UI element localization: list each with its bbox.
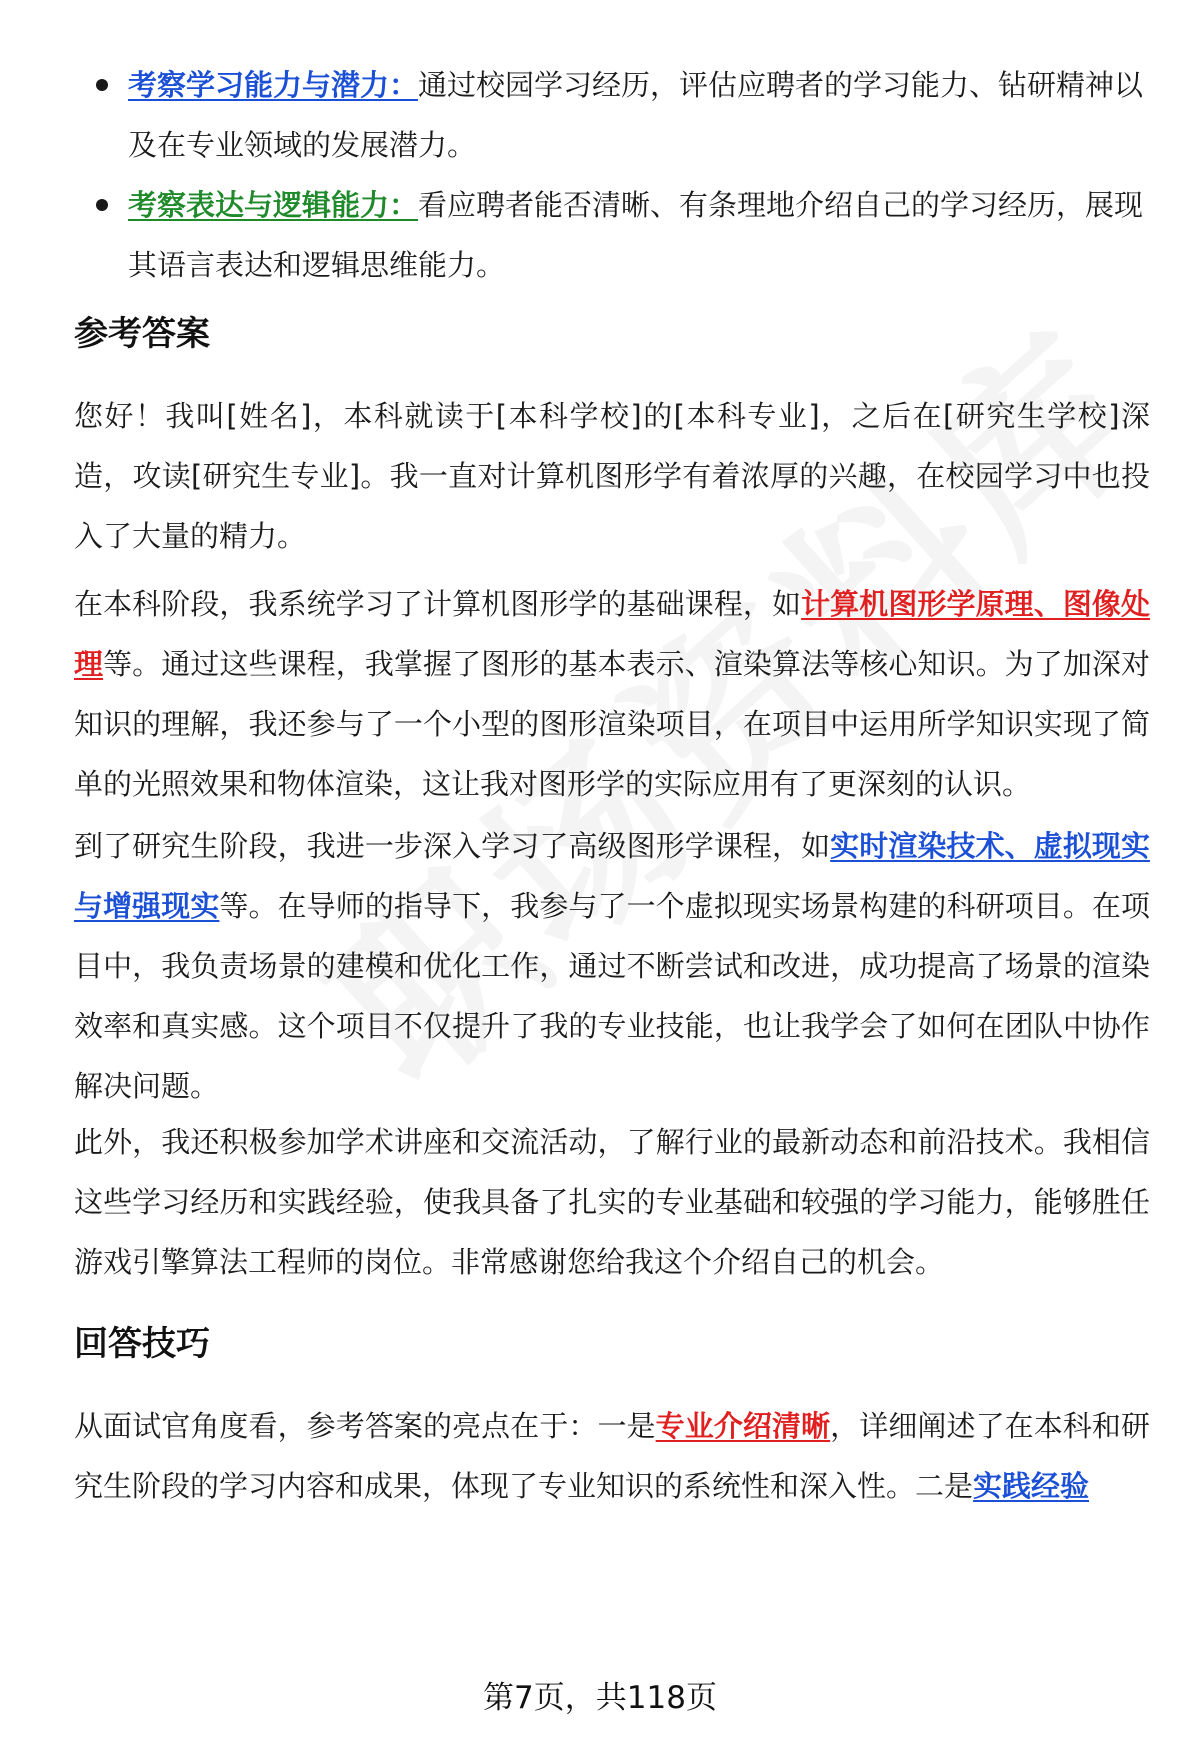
paragraph-text: 从面试官角度看，参考答案的亮点在于：一是: [74, 1409, 656, 1443]
page-number: 第7页，共118页: [483, 1680, 717, 1716]
section-title-answer: 参考答案: [74, 314, 210, 354]
highlight-keyword: 实时渲染技术、虚拟现实与增强现实: [74, 829, 1150, 923]
answer-paragraph-1: 您好！我叫[姓名]，本科就读于[本科学校]的[本科专业]，之后在[研究生学校]深造，攻读[研究生专业]。我一直对计算机图形学有着浓厚的兴趣，在校园学习中也投入了大量的精力。: [74, 399, 1150, 553]
tips-paragraph: [74, 1396, 1150, 1516]
answer-paragraph-2: [74, 574, 1150, 814]
highlight-keyword: 计算机图形学原理、图像处理: [74, 587, 1150, 681]
answer-paragraph-3: [74, 816, 1150, 1116]
paragraph-text: 在本科阶段，我系统学习了计算机图形学的基础课程，如: [74, 587, 802, 621]
bullet-text: 看应聘者能否清晰、有条理地介绍自己的学习经历，展现其语言表达和逻辑思维能力。: [128, 188, 1144, 282]
bullet-keyword: 考察学习能力与潜力：: [128, 68, 419, 102]
bullet-list: [74, 55, 1154, 295]
highlight-keyword: 实践经验: [973, 1469, 1090, 1503]
bullet-dot-icon: [96, 199, 108, 211]
section-title-tips: 回答技巧: [74, 1324, 210, 1364]
bullet-text: 通过校园学习经历，评估应聘者的学习能力、钻研精神以及在专业领域的发展潜力。: [128, 68, 1144, 162]
paragraph-text: 到了研究生阶段，我进一步深入学习了高级图形学课程，如: [74, 829, 831, 863]
list-item: [74, 175, 1154, 295]
highlight-keyword: 专业介绍清晰: [655, 1409, 831, 1443]
bullet-keyword: 考察表达与逻辑能力：: [128, 188, 419, 222]
bullet-dot-icon: [96, 79, 108, 91]
answer-paragraph-4: 此外，我还积极参加学术讲座和交流活动，了解行业的最新动态和前沿技术。我相信这些学习经历和实践经验，使我具备了扎实的专业基础和较强的学习能力，能够胜任游戏引擎算法工程师的岗位。非常感谢您给我这个介绍自己的机会。: [74, 1125, 1150, 1279]
paragraph-text: 等。在导师的指导下，我参与了一个虚拟现实场景构建的科研项目。在项目中，我负责场景的建模和优化工作，通过不断尝试和改进，成功提高了场景的渲染效率和真实感。这个项目不仅提升了我的专业技能，也让我学会了如何在团队中协作解决问题。: [74, 889, 1150, 1103]
paragraph-text: 等。通过这些课程，我掌握了图形的基本表示、渲染算法等核心知识。为了加深对知识的理解，我还参与了一个小型的图形渲染项目，在项目中运用所学知识实现了简单的光照效果和物体渲染，这让我对图形学的实际应用有了更深刻的认识。: [74, 647, 1150, 801]
list-item: [74, 55, 1154, 175]
paragraph-text: ，详细阐述了在本科和研究生阶段的学习内容和成果，体现了专业知识的系统性和深入性。二是: [74, 1409, 1150, 1503]
